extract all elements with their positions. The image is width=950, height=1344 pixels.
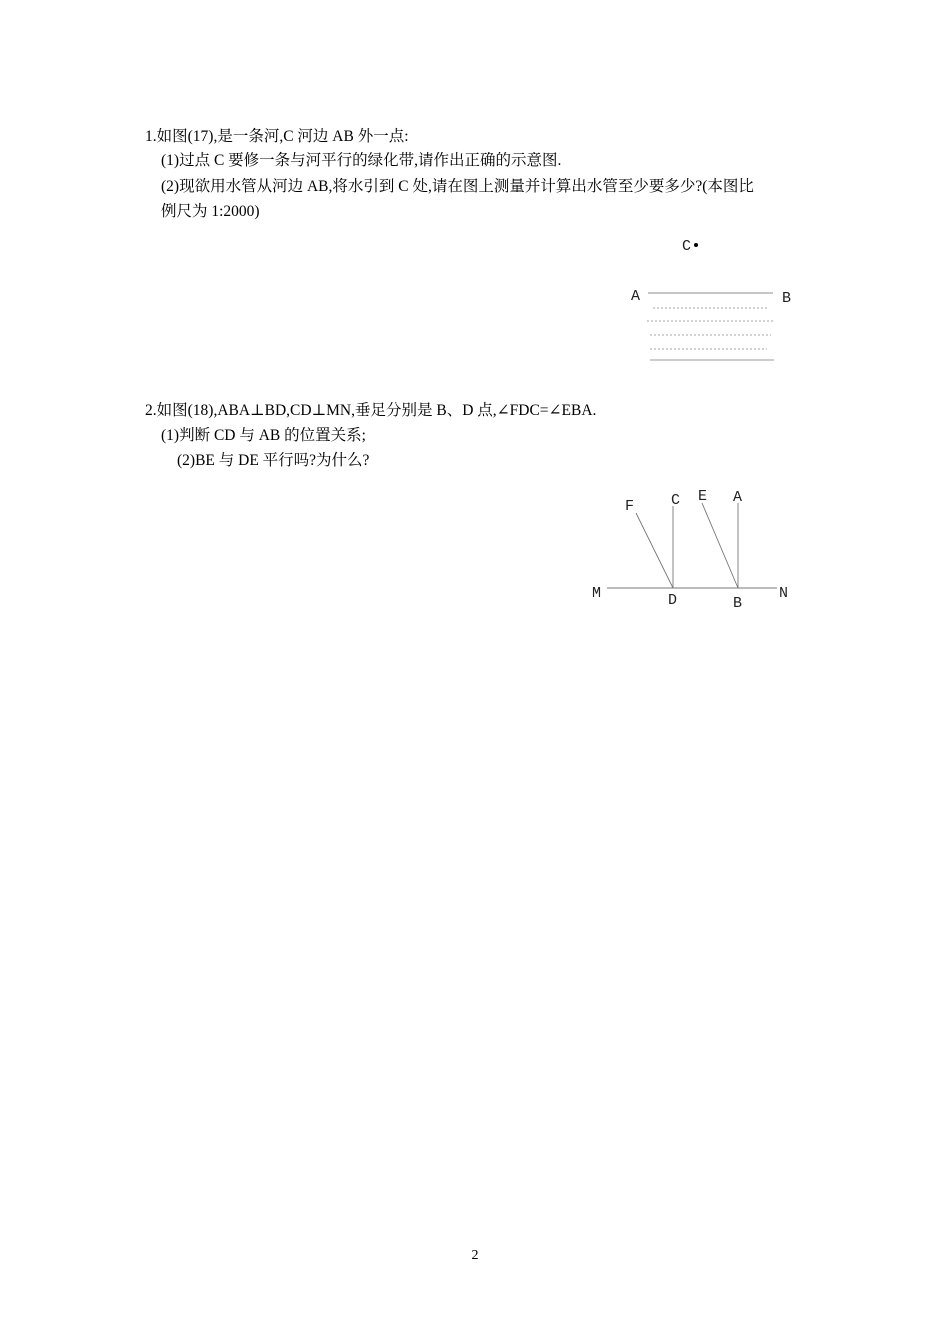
label-d: D [668,592,678,609]
perpendicular-figure [585,480,800,620]
q2-stem: 2.如图(18),ABA⊥BD,CD⊥MN,垂足分别是 B、D 点,∠FDC=∠EBA. [145,402,597,419]
label-n: N [779,585,789,602]
label-b: B [782,290,792,307]
label-e: E [698,488,708,505]
q1-part1: (1)过点 C 要修一条与河平行的绿化带,请作出正确的示意图. [161,152,562,169]
segment-be [702,503,738,588]
page-number: 2 [471,1248,479,1263]
label-a: A [631,288,641,305]
q1-stem: 1.如图(17),是一条河,C 河边 AB 外一点: [145,128,409,145]
q1-part2-line1: (2)现欲用水管从河边 AB,将水引到 C 处,请在图上测量并计算出水管至少要多少?(本图比 [161,178,754,195]
q1-part2-line2: 例尺为 1:2000) [161,203,260,220]
label-a: A [733,489,743,506]
river-figure [620,230,800,375]
q2-part2: (2)BE 与 DE 平行吗?为什么? [177,452,370,469]
label-b: B [733,595,743,612]
label-f: F [625,498,635,515]
label-c: C [682,238,692,255]
segment-df [636,513,673,588]
label-m: M [592,585,602,602]
label-c: C [671,492,681,509]
point-c [694,243,698,247]
q2-part1: (1)判断 CD 与 AB 的位置关系; [161,427,366,444]
